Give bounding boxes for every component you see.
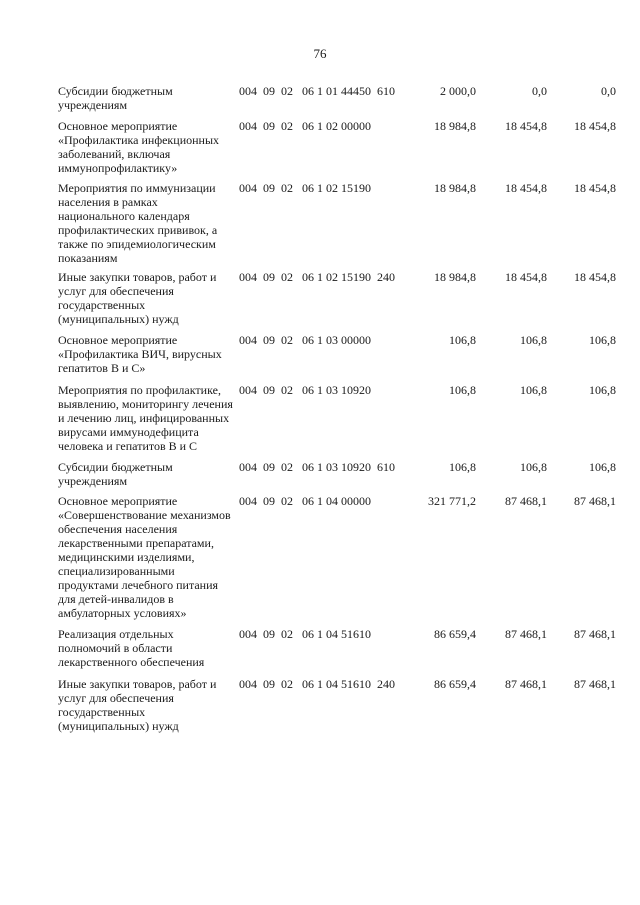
row-code: 004 09 02 06 1 02 15190 [239, 181, 371, 195]
row-value-2: 106,8 [520, 383, 547, 397]
row-value-3: 87 468,1 [574, 677, 616, 691]
row-value-1: 18 984,8 [434, 270, 476, 284]
row-code: 004 09 02 06 1 03 10920 610 [239, 460, 395, 474]
row-code: 004 09 02 06 1 01 44450 610 [239, 84, 395, 98]
table-row [58, 181, 628, 265]
row-value-3: 18 454,8 [574, 270, 616, 284]
row-value-1: 18 984,8 [434, 119, 476, 133]
row-value-2: 87 468,1 [505, 677, 547, 691]
row-name: Мероприятия по профилактике, выявлению, мониторингу лечения и лечению лиц, инфицированных вирусами иммунодефицита человека и гепатитов В и С [58, 383, 233, 453]
table-row [58, 84, 628, 112]
row-value-3: 18 454,8 [574, 119, 616, 133]
row-value-2: 106,8 [520, 460, 547, 474]
row-name: Субсидии бюджетным учреждениям [58, 84, 173, 112]
table-row [58, 494, 628, 620]
row-value-3: 106,8 [589, 333, 616, 347]
row-value-3: 106,8 [589, 460, 616, 474]
row-value-3: 87 468,1 [574, 627, 616, 641]
row-value-1: 18 984,8 [434, 181, 476, 195]
row-code: 004 09 02 06 1 02 15190 240 [239, 270, 395, 284]
row-name: Субсидии бюджетным учреждениям [58, 460, 173, 488]
row-code: 004 09 02 06 1 03 00000 [239, 333, 371, 347]
budget-table [58, 84, 628, 733]
row-name: Основное мероприятие «Профилактика инфекционных заболеваний, включая иммунопрофилактику» [58, 119, 220, 175]
row-value-1: 86 659,4 [434, 677, 476, 691]
row-name: Основное мероприятие «Совершенствование механизмов обеспечения населения лекарственными препаратами, медицинскими изделиями, специализированными продуктами лечебного питания для детей-инвалидов в амбулаторных условиях» [58, 494, 231, 620]
row-name: Мероприятия по иммунизации населения в рамках национального календаря профилактических прививок, а также по эпидемиологическим показаниям [58, 181, 218, 265]
row-value-1: 2 000,0 [440, 84, 476, 98]
row-value-2: 18 454,8 [505, 119, 547, 133]
row-code: 004 09 02 06 1 04 00000 [239, 494, 371, 508]
page-number: 76 [313, 46, 327, 61]
row-value-1: 106,8 [449, 333, 476, 347]
row-value-3: 0,0 [601, 84, 616, 98]
row-value-1: 106,8 [449, 383, 476, 397]
row-value-2: 0,0 [532, 84, 547, 98]
table-row [58, 119, 628, 175]
table-row [58, 383, 628, 453]
table-row [58, 627, 628, 669]
row-value-1: 321 771,2 [428, 494, 476, 508]
row-value-2: 87 468,1 [505, 494, 547, 508]
row-value-2: 87 468,1 [505, 627, 547, 641]
table-row [58, 677, 628, 733]
row-code: 004 09 02 06 1 04 51610 240 [239, 677, 395, 691]
row-name: Иные закупки товаров, работ и услуг для обеспечения государственных (муниципальных) нужд [58, 677, 217, 733]
row-code: 004 09 02 06 1 02 00000 [239, 119, 371, 133]
row-value-3: 18 454,8 [574, 181, 616, 195]
row-value-3: 106,8 [589, 383, 616, 397]
row-value-2: 18 454,8 [505, 270, 547, 284]
table-row [58, 333, 628, 375]
table-row [58, 270, 628, 326]
row-value-1: 86 659,4 [434, 627, 476, 641]
row-name: Основное мероприятие «Профилактика ВИЧ, вирусных гепатитов В и С» [58, 333, 222, 375]
row-value-2: 106,8 [520, 333, 547, 347]
row-name: Иные закупки товаров, работ и услуг для обеспечения государственных (муниципальных) нужд [58, 270, 217, 326]
row-code: 004 09 02 06 1 03 10920 [239, 383, 371, 397]
row-value-1: 106,8 [449, 460, 476, 474]
table-row [58, 460, 628, 488]
row-value-3: 87 468,1 [574, 494, 616, 508]
row-value-2: 18 454,8 [505, 181, 547, 195]
row-code: 004 09 02 06 1 04 51610 [239, 627, 371, 641]
row-name: Реализация отдельных полномочий в области лекарственного обеспечения [58, 627, 205, 669]
